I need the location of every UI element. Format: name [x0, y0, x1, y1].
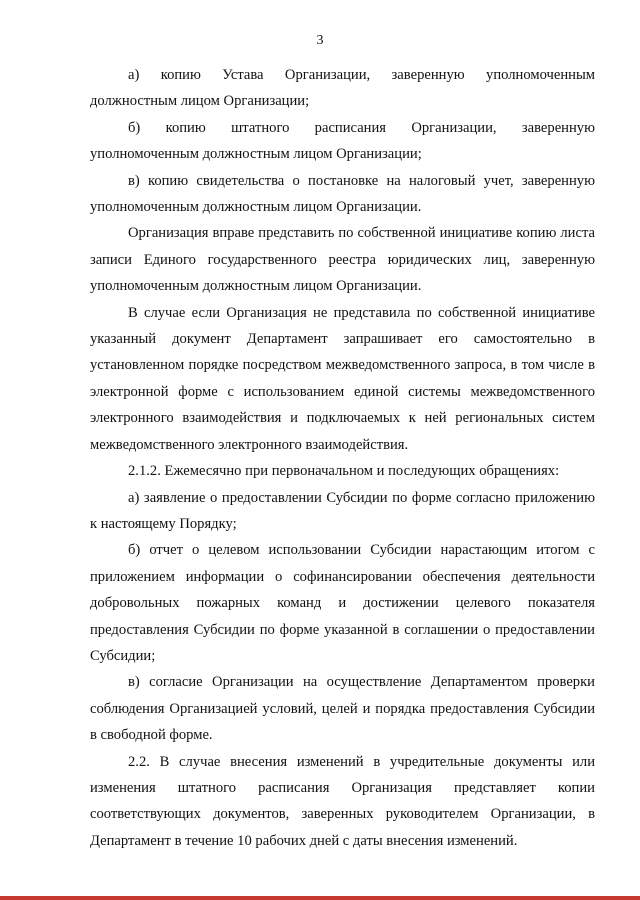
paragraph-interagency-request: В случае если Организация не представила по собственной инициативе указанный документ Департамент запрашивает его самостоятельно в установленном порядке посредством межведомственного запроса, в том числе в электронной форме с использованием единой системы межведомственного электронного взаимодействия и подключаемых к ней региональных систем межведомственного электронного взаимодействия.	[90, 304, 595, 453]
paragraph-egrul-right: Организация вправе представить по собственной инициативе копию листа записи Единого государственного реестра юридических лиц, заверенную уполномоченным должностным лицом Организации.	[90, 225, 595, 295]
paragraph-section-2-2: 2.2. В случае внесения изменений в учредительные документы или изменения штатного расписания Организация представляет копии соответствующих документов, заверенных руководителем Организации, в Департамент в течение 10 рабочих дней с даты внесения изменений.	[90, 753, 595, 849]
paragraph-inspection-consent: в) согласие Организации на осуществление Департаментом проверки соблюдения Организацией условий, целей и порядка предоставления Субсидии в свободной форме.	[90, 674, 595, 744]
paragraph-charter-copy: а) копию Устава Организации, заверенную уполномоченным должностным лицом Организации;	[90, 67, 595, 110]
paragraph-staff-schedule-copy: б) копию штатного расписания Организации, заверенную уполномоченным должностным лицом Организации;	[90, 119, 595, 163]
paragraph-usage-report: б) отчет о целевом использовании Субсидии нарастающим итогом с приложением информации о софинансировании обеспечения деятельности добровольных пожарных команд и достижении целевого показателя предоставления Субсидии по форме указанной в соглашении о предоставлении Субсидии;	[90, 542, 595, 664]
paragraph-section-2-1-2: 2.1.2. Ежемесячно при первоначальном и последующих обращениях:	[128, 463, 560, 480]
page-number: 3	[316, 33, 324, 48]
bottom-border-line	[0, 896, 640, 900]
paragraph-tax-registration-copy: в) копию свидетельства о постановке на налоговый учет, заверенную уполномоченным должностным лицом Организации.	[90, 172, 595, 216]
paragraph-subsidy-application: а) заявление о предоставлении Субсидии по форме согласно приложению к настоящему Порядку;	[90, 489, 595, 532]
document-body	[90, 62, 595, 854]
